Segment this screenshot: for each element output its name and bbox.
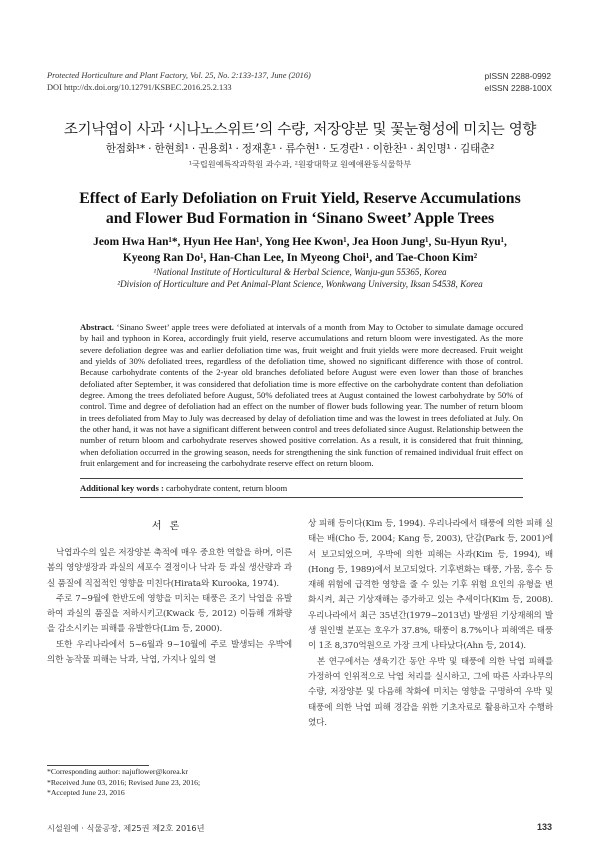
english-authors-line2: Kyeong Ran Do¹, Han-Chan Lee, In Myeong Choi¹, and Tae-Choon Kim² — [122, 252, 478, 264]
doi-link[interactable]: DOI http://dx.doi.org/10.12791/KSBEC.2016.25.2.133 — [47, 83, 232, 92]
abstract-label: Abstract. — [80, 322, 114, 332]
pissn: pISSN 2288-0992 — [484, 71, 552, 81]
keywords — [80, 483, 523, 493]
page-number: 133 — [536, 822, 552, 832]
english-authors — [0, 234, 600, 266]
section-heading-introduction: 서론 — [151, 521, 188, 532]
keywords-text: carbohydrate content, return bloom — [165, 483, 288, 493]
english-authors-line1: Jeom Hwa Han¹*, Hyun Hee Han¹, Yong Hee Kwon¹, Jea Hoon Jung¹, Su-Hyun Ryu¹, — [93, 236, 507, 248]
footnotes — [47, 767, 292, 799]
english-title-line2: and Flower Bud Formation in ‘Sinano Sweet’ Apple Trees — [105, 210, 495, 227]
intro-paragraph: 주로 7~9월에 한반도에 영향을 미치는 태풍은 조기 낙엽을 유발하여 과실의 품질을 저하시키고(Kwack 등, 2012) 이듬해 개화량을 감소시키는 피해를 유발한다(Lim 등, 2000). — [47, 593, 292, 635]
abstract-text: ‘Sinano Sweet’ apple trees were defoliated at intervals of a month from May to October to simulate damage occured by hail and typhoon in Korea, accordingly fruit yield, reserve accumulations and return bloom were investigated. As the more severe defoliation degree was and earlier defoliation time was, fruit weight and fruit yields were more decreased. Fruit weight and yields of 30% defoliated trees, regardless of the defoliation time, showed no significant difference with those of control. Because carbohydrate contents of the 2-year old branches defoliated before August were even lower than those of branches defoliated after September, it was considered that defoliation time is more effective on the carbohydrate content than defoliation degree. Among the trees defoliated before August, 50% defoliated trees at August contained the lowest carbohydrate by 50% of control. Time and degree of defoliation had an effect on the number of flower buds following year. The number of return bloom in trees defoliated from May to July was decreased by delay of defoliation time and was the lowest in trees defoliated at July. On the other hand, it was not have a significant different between control and trees defoliated since August. Relationship between the number of return bloom and carbohydrate reserves showed positive correlation. As a result, it is considered that fruit thinning, when defoliation occurred in the growing season, needs for strengthening the sink function of remained individual fruit effect on fruit enlargement and for increaseing the carbohydrate reserve effect on return bloom. — [80, 322, 524, 469]
korean-authors: 한점화¹* · 한현희¹ · 권용희¹ · 정재훈¹ · 류수현¹ · 도경란¹ · 이한찬¹ · 최인명¹ · 김태춘² — [105, 143, 495, 155]
intro-paragraph: 상 피해 등이다(Kim 등, 1994). 우리나라에서 태풍에 의한 피해 실태는 배(Cho 등, 2004; Kang 등, 2003), 단감(Park 등, 2001)에서 보고되었으며, 우박에 의한 피해는 사과(Kim 등, 1994), 배(Hong 등, 1989)에서 보고되었다. 기후변화는 태풍, 가뭄, 홍수 등 재해 위험에 급격한 영향을 줄 수 있는 기후 위험 요인의 유형을 변화시켜, 최근 기상재해는 증가하고 있는 추세이다(Kim 등, 2008). 우리나라에서 최근 35년간(1979~2013년) 발생된 기상재해의 발생 원인별 분포는 호우가 37.8%, 태풍이 8.7%이나 피해액은 태풍이 1조 8,370억원으로 가장 크게 나타났다(Ahn 등, 2014). — [308, 519, 553, 652]
received-note: *Received June 03, 2016; Revised June 23, 2016; — [47, 777, 201, 787]
corresponding-author-note: *Corresponding author: najuflower@korea.kr — [47, 767, 188, 776]
english-title — [0, 189, 600, 229]
journal-citation: Protected Horticulture and Plant Factory, Vol. 25, No. 2:133-137, June (2016) — [47, 71, 311, 80]
english-title-line1: Effect of Early Defoliation on Fruit Yield, Reserve Accumulations — [79, 190, 521, 207]
right-column — [308, 517, 553, 731]
journal-header — [47, 70, 311, 94]
accepted-note: *Accepted June 23, 2016 — [47, 788, 125, 797]
english-affil-line2: ²Division of Horticulture and Pet Animal-Plant Science, Wonkwang University, Iksan 54538, Korea — [117, 278, 483, 289]
footnote-rule — [47, 765, 149, 766]
english-affil-line1: ¹National Institute of Horticultural & Herbal Science, Wanju-gun 55365, Korea — [153, 267, 447, 277]
keywords-label: Additional key words : — [80, 483, 164, 493]
abstract — [80, 322, 523, 469]
intro-paragraph: 본 연구에서는 생육기간 동안 우박 및 태풍에 의한 낙엽 피해를 가정하여 인위적으로 낙엽 처리를 실시하고, 그에 따른 사과나무의 수량, 저장양분 및 다음해 착화에 미치는 영향을 구명하여 우박 및 태풍에 의한 낙엽 피해 경감을 위한 기초자료로 활용하고자 수행하였다. — [308, 656, 553, 728]
korean-title: 조기낙엽이 사과 ‘시나노스위트’의 수량, 저장양분 및 꽃눈형성에 미치는 영향 — [63, 122, 537, 138]
english-affiliation — [0, 267, 600, 290]
footer-journal: 시설원예 · 식물공장, 제25권 제2호 2016년 — [47, 823, 205, 833]
intro-paragraph: 낙엽과수의 잎은 저장양분 축적에 매우 중요한 역할을 하며, 이른봄의 영양생장과 과실의 세포수 결정이나 낙과 등 과실 생산량과 과실 품질에 직접적인 영향을 미친다(Hirata와 Kurooka, 1974). — [47, 548, 292, 589]
left-column — [47, 546, 292, 668]
intro-paragraph: 또한 우리나라에서 5~6월과 9~10월에 주로 발생되는 우박에 의한 농작물 피해는 낙과, 낙엽, 가지나 잎의 열 — [47, 639, 292, 666]
issn-block — [484, 70, 552, 94]
korean-affiliation: ¹국립원예특작과학원 과수과, ²원광대학교 원예애완동식물학부 — [188, 159, 412, 169]
eissn: eISSN 2288-100X — [484, 83, 552, 93]
keywords-bottom-rule — [80, 497, 523, 498]
keywords-top-rule — [80, 478, 523, 479]
